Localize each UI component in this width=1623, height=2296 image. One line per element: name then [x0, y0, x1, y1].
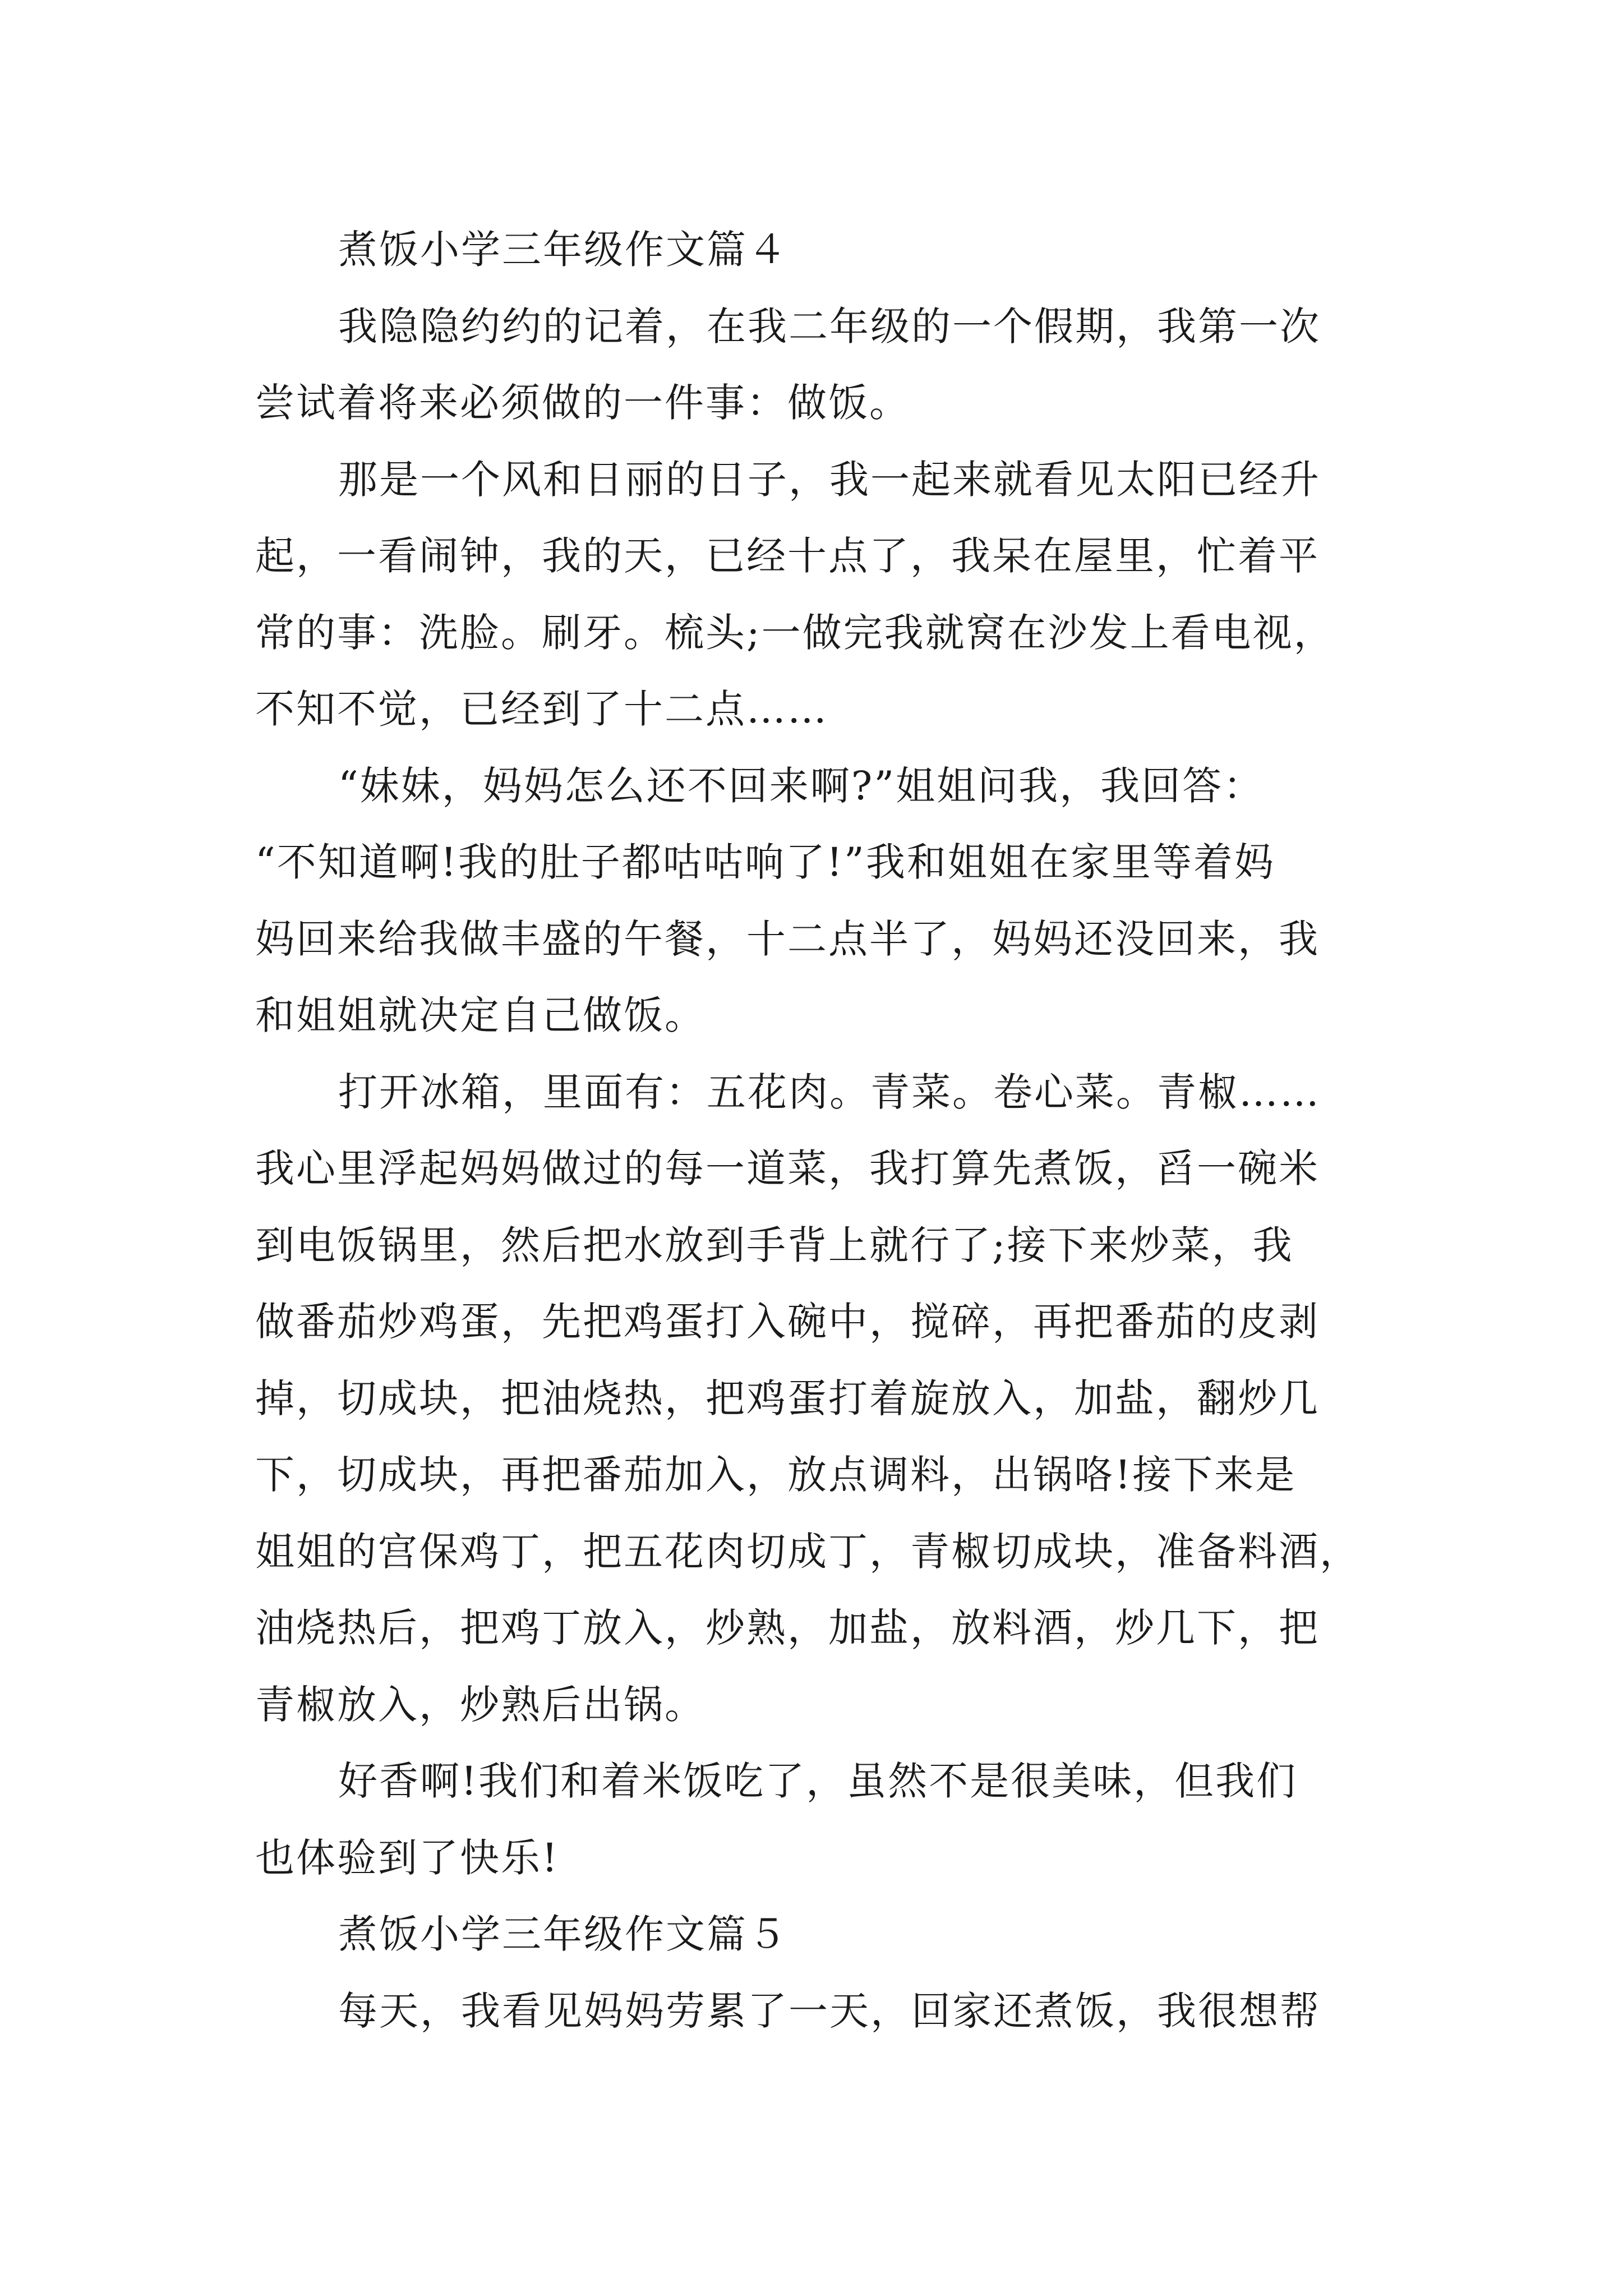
text-line: 掉，切成块，把油烧热，把鸡蛋打着旋放入，加盐，翻炒几	[255, 1375, 1320, 1421]
text-line: “不知道啊!我的肚子都咕咕响了!”我和姐姐在家里等着妈	[255, 839, 1275, 885]
text-line: 我心里浮起妈妈做过的每一道菜，我打算先煮饭，舀一碗米	[255, 1145, 1320, 1191]
paragraph	[255, 288, 1382, 441]
paragraph	[255, 1743, 1382, 1896]
text-line: 尝试着将来必须做的一件事：做饭。	[255, 380, 910, 426]
paragraph	[255, 748, 1382, 1054]
paragraph	[255, 441, 1382, 748]
text-line: 下，切成块，再把番茄加入，放点调料，出锅咯!接下来是	[255, 1452, 1297, 1498]
text-line: 煮饭小学三年级作文篇４	[338, 227, 789, 273]
text-line: 那是一个风和日丽的日子，我一起来就看见太阳已经升	[338, 456, 1321, 503]
text-line: 油烧热后，把鸡丁放入，炒熟，加盐，放料酒，炒几下，把	[255, 1605, 1320, 1651]
text-line: 姐姐的宫保鸡丁，把五花肉切成丁，青椒切成块，准备料酒，	[255, 1528, 1361, 1575]
text-line: 煮饭小学三年级作文篇５	[338, 1911, 789, 1957]
text-line: 每天，我看见妈妈劳累了一天，回家还煮饭，我很想帮	[338, 1987, 1321, 2034]
text-line: 到电饭锅里，然后把水放到手背上就行了;接下来炒菜，我	[255, 1222, 1294, 1268]
section-heading-5	[255, 1896, 1382, 1973]
text-line: 做番茄炒鸡蛋，先把鸡蛋打入碗中，搅碎，再把番茄的皮剥	[255, 1299, 1320, 1345]
text-line: 好香啊!我们和着米饭吃了，虽然不是很美味，但我们	[338, 1758, 1298, 1804]
text-line: “妹妹，妈妈怎么还不回来啊?”姐姐问我，我回答：	[338, 762, 1265, 809]
text-line: 常的事：洗脸。刷牙。梳头;一做完我就窝在沙发上看电视，	[255, 609, 1335, 656]
section-heading-4	[255, 211, 1382, 288]
text-line: 不知不觉，已经到了十二点……	[255, 686, 828, 732]
text-line: 和姐姐就决定自己做饭。	[255, 992, 706, 1038]
text-line: 打开冰箱，里面有：五花肉。青菜。卷心菜。青椒……	[338, 1069, 1321, 1115]
paragraph	[255, 1054, 1382, 1743]
text-line: 起，一看闹钟，我的天，已经十点了，我呆在屋里，忙着平	[255, 533, 1320, 579]
document-body	[255, 211, 1382, 2049]
paragraph	[255, 1973, 1382, 2050]
text-line: 我隐隐约约的记着，在我二年级的一个假期，我第一次	[338, 303, 1321, 349]
text-line: 也体验到了快乐!	[255, 1834, 560, 1881]
text-line: 青椒放入，炒熟后出锅。	[255, 1681, 706, 1728]
text-line: 妈回来给我做丰盛的午餐，十二点半了，妈妈还没回来，我	[255, 915, 1320, 962]
